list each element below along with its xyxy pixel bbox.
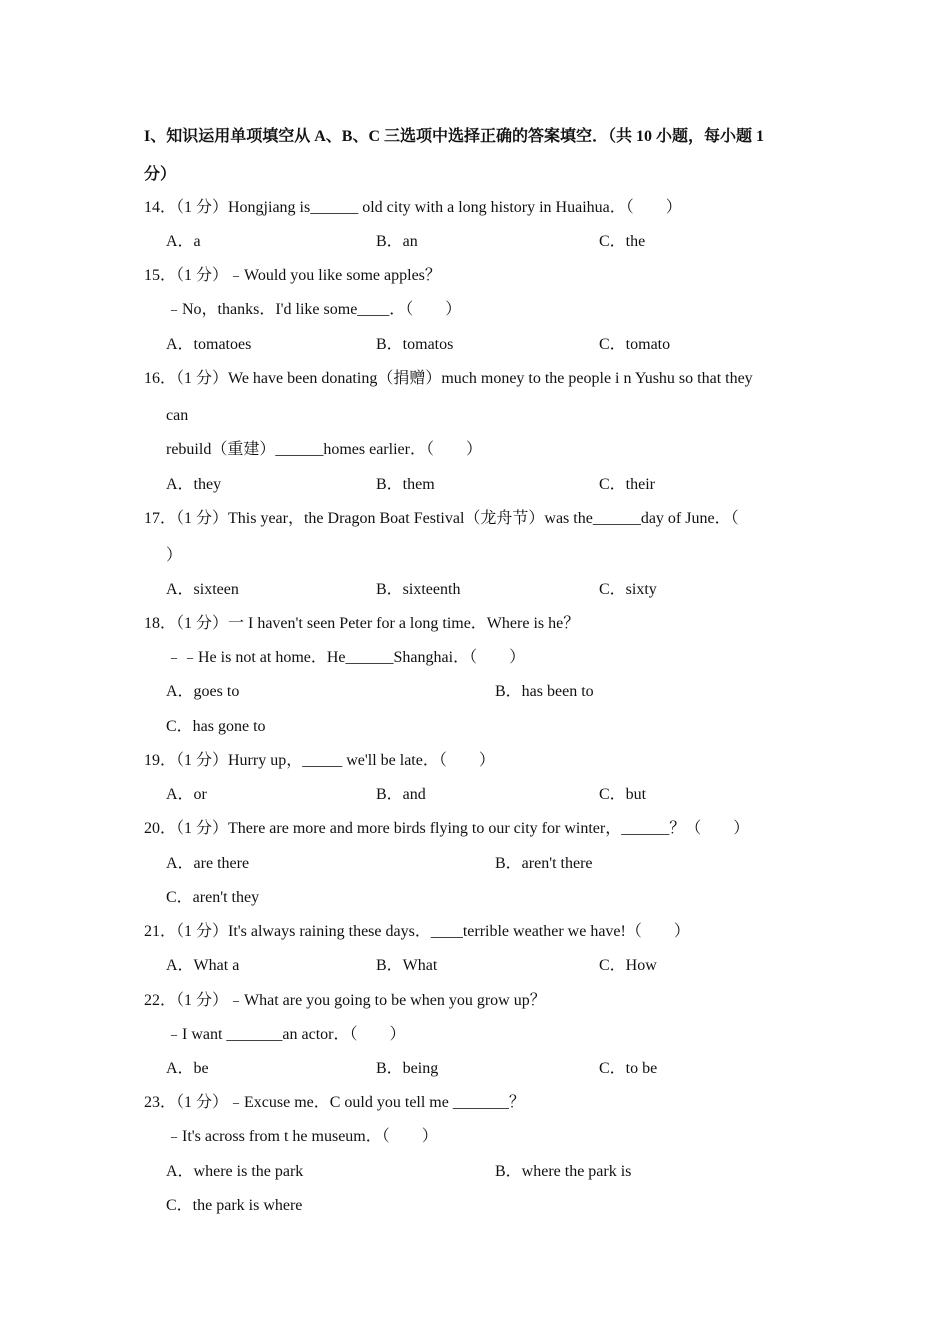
question-23-reply: ﹣It's across from t he museum．（ ）: [166, 1128, 438, 1145]
section-heading-continued: 分）: [144, 166, 177, 183]
question-14-option-b: B．an: [376, 233, 418, 250]
question-20-option-c: C．aren't they: [166, 889, 260, 906]
question-21-option-a: A．What a: [166, 957, 240, 974]
question-21-option-c: C．How: [599, 957, 657, 974]
question-14-stem: 14．（1 分）Hongjiang is______ old city with a long history in Huaihua．（ ）: [144, 199, 682, 216]
question-15-option-c: C．tomato: [599, 336, 671, 353]
question-17-option-c: C．sixty: [599, 581, 657, 598]
question-16-option-c: C．their: [599, 476, 655, 493]
question-16-option-a: A．they: [166, 476, 222, 493]
question-22-option-c: C．to be: [599, 1060, 658, 1077]
question-22-option-b: B．being: [376, 1060, 439, 1077]
question-23-option-a: A．where is the park: [166, 1163, 304, 1180]
question-18-option-c: C．has gone to: [166, 718, 266, 735]
question-23-option-c: C．the park is where: [166, 1197, 303, 1214]
question-20-option-b: B．aren't there: [495, 855, 593, 872]
question-21-option-b: B．What: [376, 957, 438, 974]
question-23-option-b: B．where the park is: [495, 1163, 632, 1180]
question-22-stem: 22．（1 分）﹣What are you going to be when you grow up？: [144, 992, 546, 1009]
question-17-stem: 17．（1 分）This year，the Dragon Boat Festival（龙舟节）was the______day of June．（: [144, 510, 739, 527]
question-16-stem-continued: rebuild（重建）______homes earlier．（ ）: [166, 441, 482, 458]
question-16-option-b: B．them: [376, 476, 435, 493]
question-21-stem: 21．（1 分）It's always raining these days．____terrible weather we have!（ ）: [144, 923, 690, 940]
question-23-stem: 23．（1 分）﹣Excuse me．C ould you tell me _______？: [144, 1094, 525, 1111]
section-heading: I、知识运用单项填空从 A、B、C 三选项中选择正确的答案填空．（共 10 小题，每小题 1: [144, 128, 765, 145]
question-22-reply: ﹣I want _______an actor．（ ）: [166, 1026, 406, 1043]
question-19-option-b: B．and: [376, 786, 426, 803]
question-16-stem-wrap: can: [166, 407, 189, 424]
question-15-option-a: A．tomatoes: [166, 336, 252, 353]
question-14-option-a: A．a: [166, 233, 201, 250]
question-15-option-b: B．tomatos: [376, 336, 454, 353]
question-18-reply: ﹣﹣He is not at home．He______Shanghai．（ ）: [166, 649, 526, 666]
question-17-stem-wrap: ）: [166, 547, 183, 564]
question-18-stem: 18．（1 分）一 I haven't seen Peter for a long time．Where is he？: [144, 615, 580, 632]
question-19-option-c: C．but: [599, 786, 647, 803]
question-19-option-a: A．or: [166, 786, 207, 803]
question-20-stem: 20．（1 分）There are more and more birds flying to our city for winter，______？（ ）: [144, 820, 750, 837]
question-16-stem: 16．（1 分）We have been donating（捐赠）much money to the people i n Yushu so that they: [144, 370, 753, 387]
question-22-option-a: A．be: [166, 1060, 209, 1077]
question-17-option-a: A．sixteen: [166, 581, 239, 598]
question-18-option-b: B．has been to: [495, 683, 594, 700]
question-17-option-b: B．sixteenth: [376, 581, 461, 598]
question-15-reply: ﹣No，thanks．I'd like some____．（ ）: [166, 301, 462, 318]
question-20-option-a: A．are there: [166, 855, 250, 872]
question-19-stem: 19．（1 分）Hurry up，_____ we'll be late．（ ）: [144, 752, 495, 769]
question-14-option-c: C．the: [599, 233, 646, 250]
question-15-stem: 15．（1 分）﹣Would you like some apples？: [144, 267, 441, 284]
question-18-option-a: A．goes to: [166, 683, 240, 700]
